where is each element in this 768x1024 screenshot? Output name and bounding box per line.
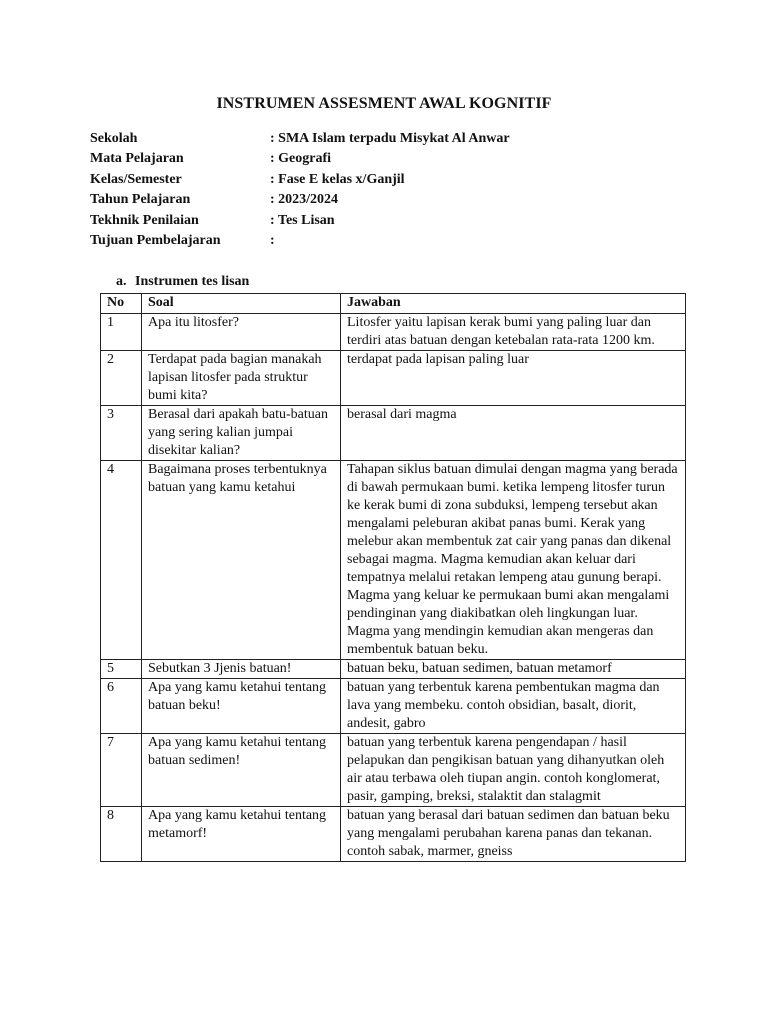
row-answer: batuan beku, batuan sedimen, batuan metamorf bbox=[341, 660, 686, 679]
row-number: 8 bbox=[101, 807, 142, 862]
row-number: 3 bbox=[101, 406, 142, 461]
table-row bbox=[101, 660, 686, 679]
row-question: Apa yang kamu ketahui tentang batuan sedimen! bbox=[142, 734, 341, 807]
row-answer: Tahapan siklus batuan dimulai dengan magma yang berada di bawah permukaan bumi. ketika lempeng litosfer turun ke kerak bumi di zona subduksi, lempeng tersebut akan mengalami peleburan akibat panas bumi. Kerak yang melebur akan membentuk zat cair yang panas dan dikenal sebagai magma. Magma kemudian akan keluar dari tempatnya melalui retakan lempeng atau gunung berapi. Magma yang keluar ke permukaan bumi akan mengalami pendinginan yang diakibatkan oleh lingkungan luar. Magma yang mendingin kemudian akan mengeras dan membentuk batuan beku. bbox=[341, 461, 686, 660]
table-row bbox=[101, 734, 686, 807]
meta-info bbox=[90, 129, 510, 251]
section-heading bbox=[116, 273, 249, 291]
row-answer: batuan yang terbentuk karena pembentukan magma dan lava yang membeku. contoh obsidian, basalt, diorit, andesit, gabro bbox=[341, 679, 686, 734]
row-answer: batuan yang terbentuk karena pengendapan / hasil pelapukan dan pengikisan batuan yang dihanyutkan oleh air atau terbawa oleh tiupan angin. contoh konglomerat, pasir, gamping, breksi, stalaktit dan stalagmit bbox=[341, 734, 686, 807]
header-jawaban: Jawaban bbox=[341, 294, 686, 314]
meta-value: : bbox=[270, 232, 275, 248]
meta-label: Tahun Pelajaran bbox=[90, 192, 191, 208]
row-question: Apa yang kamu ketahui tentang batuan beku! bbox=[142, 679, 341, 734]
meta-label: Sekolah bbox=[90, 131, 138, 146]
row-answer: Litosfer yaitu lapisan kerak bumi yang paling luar dan terdiri atas batuan dengan ketebalan rata-rata 1200 km. bbox=[341, 314, 686, 351]
row-answer: terdapat pada lapisan paling luar bbox=[341, 351, 686, 406]
section-title: Instrumen tes lisan bbox=[135, 274, 250, 289]
row-question: Apa yang kamu ketahui tentang metamorf! bbox=[142, 807, 341, 862]
row-question: Sebutkan 3 Jjenis batuan! bbox=[142, 660, 341, 679]
row-number: 1 bbox=[101, 314, 142, 351]
table-row bbox=[101, 461, 686, 660]
row-question: Terdapat pada bagian manakah lapisan litosfer pada struktur bumi kita? bbox=[142, 351, 341, 406]
table-row bbox=[101, 314, 686, 351]
row-answer: berasal dari magma bbox=[341, 406, 686, 461]
table-row bbox=[101, 406, 686, 461]
table-row bbox=[101, 807, 686, 862]
row-number: 2 bbox=[101, 351, 142, 406]
meta-row-tahun-pelajaran bbox=[90, 190, 510, 210]
row-question: Apa itu litosfer? bbox=[142, 314, 341, 351]
row-answer: batuan yang berasal dari batuan sedimen dan batuan beku yang mengalami perubahan karena panas dan tekanan. contoh sabak, marmer, gneiss bbox=[341, 807, 686, 862]
meta-row-tekhnik-penilaian bbox=[90, 211, 510, 231]
document-title: INSTRUMEN ASSESMENT AWAL KOGNITIF bbox=[216, 95, 552, 112]
table-header-row bbox=[101, 294, 686, 314]
meta-label: Mata Pelajaran bbox=[90, 151, 184, 167]
meta-label: Tujuan Pembelajaran bbox=[90, 232, 221, 248]
meta-value: : Tes Lisan bbox=[270, 212, 335, 228]
section-letter: a. bbox=[116, 274, 127, 289]
table-row bbox=[101, 679, 686, 734]
table-row bbox=[101, 351, 686, 406]
header-no: No bbox=[101, 294, 142, 314]
row-number: 7 bbox=[101, 734, 142, 807]
meta-value: : SMA Islam terpadu Misykat Al Anwar bbox=[270, 131, 510, 146]
row-number: 6 bbox=[101, 679, 142, 734]
meta-value: : 2023/2024 bbox=[270, 192, 339, 208]
row-question: Berasal dari apakah batu-batuan yang sering kalian jumpai disekitar kalian? bbox=[142, 406, 341, 461]
meta-value: : Geografi bbox=[270, 151, 332, 167]
row-number: 5 bbox=[101, 660, 142, 679]
meta-row-tujuan-pembelajaran bbox=[90, 231, 510, 251]
instrument-table bbox=[100, 293, 686, 862]
meta-row-sekolah bbox=[90, 129, 510, 149]
meta-label: Tekhnik Penilaian bbox=[90, 212, 199, 228]
row-number: 4 bbox=[101, 461, 142, 660]
header-soal: Soal bbox=[142, 294, 341, 314]
meta-row-kelas-semester bbox=[90, 170, 510, 190]
meta-row-mata-pelajaran bbox=[90, 149, 510, 169]
meta-value: : Fase E kelas x/Ganjil bbox=[270, 171, 405, 187]
row-question: Bagaimana proses terbentuknya batuan yang kamu ketahui bbox=[142, 461, 341, 660]
meta-label: Kelas/Semester bbox=[90, 171, 182, 187]
